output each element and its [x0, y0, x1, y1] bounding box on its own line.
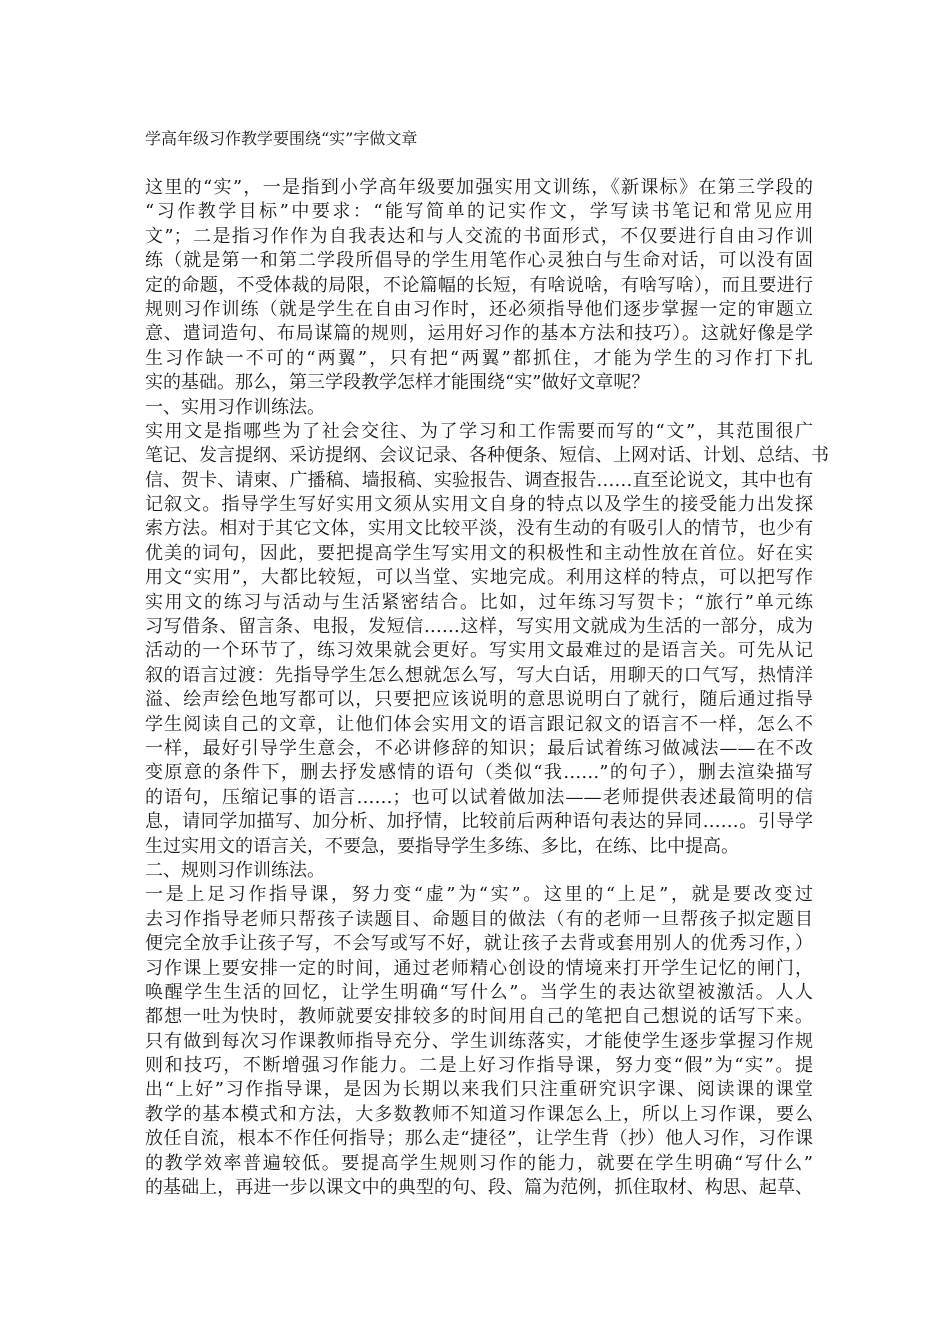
text-line: 规则习作训练（就是学生在自由习作时，还必须指导他们逐步掌握一定的审题立 [145, 298, 813, 320]
text-line: 只有做到每次习作课教师指导充分、学生训练落实，才能使学生逐步掌握习作规 [145, 1030, 813, 1052]
text-line: 生习作缺一不可的“两翼”，只有把“两翼”都抓住，才能为学生的习作打下扎 [145, 347, 813, 369]
text-line: 的基础上，再进一步以课文中的典型的句、段、篇为范例，抓住取材、构思、起草、 [145, 1177, 813, 1199]
text-line: 索方法。相对于其它文体，实用文比较平淡，没有生动的有吸引人的情节，也少有 [145, 518, 813, 540]
text-line: 定的命题，不受体裁的局限，不论篇幅的长短，有啥说啥，有啥写啥），而且要进行 [145, 274, 813, 296]
text-line: 笔记、发言提纲、采访提纲、会议记录、各种便条、短信、上网对话、计划、总结、书 [145, 445, 829, 467]
text-line: 信、贺卡、请柬、广播稿、墙报稿、实验报告、调查报告……直至论说文，其中也有 [145, 469, 813, 491]
text-line: 叙的语言过渡：先指导学生怎么想就怎么写，写大白话，用聊天的口气写，热情洋 [145, 664, 813, 686]
text-line: 意、遣词造句、布局谋篇的规则，运用好习作的基本方法和技巧）。这就好像是学 [145, 323, 813, 345]
text-line: 这里的“实”，一是指到小学高年级要加强实用文训练，《新课标》在第三学段的 [145, 177, 813, 198]
text-line: 实的基础。那么，第三学段教学怎样才能围绕“实”做好文章呢？ [145, 372, 650, 394]
text-line: 都想一吐为快时，教师就要安排较多的时间用自己的笔把自己想说的话写下来。 [145, 1006, 813, 1028]
text-line: 实用文的练习与活动与生活紧密结合。比如，过年练习写贺卡；“旅行”单元练 [145, 591, 813, 613]
text-line: 活动的一个环节了，练习效果就会更好。写实用文最难过的是语言关。可先从记 [145, 640, 813, 662]
text-line: 二、规则习作训练法。 [145, 859, 325, 881]
text-line: 便完全放手让孩子写，不会写或写不好，就让孩子去背或套用别人的优秀习作，） [145, 933, 813, 955]
text-line: 习作课上要安排一定的时间，通过老师精心创设的情境来打开学生记忆的闸门， [145, 957, 813, 979]
text-line: 习写借条、留言条、电报，发短信……这样，写实用文就成为生活的一部分，成为 [145, 616, 813, 638]
text-line: 一、实用习作训练法。 [145, 396, 325, 418]
text-line: 去习作指导老师只帮孩子读题目、命题目的做法（有的老师一旦帮孩子拟定题目 [145, 908, 813, 930]
text-line: 息，请同学加描写、加分析、加抒情，比较前后两种语句表达的异同……。引导学 [145, 811, 813, 833]
document-page [145, 0, 829, 1344]
text-line: “习作教学目标”中要求：“能写简单的记实作文，学写读书笔记和常见应用 [145, 201, 813, 223]
text-line: 出“上好”习作指导课，是因为长期以来我们只注重研究识字课、阅读课的课堂 [145, 1079, 813, 1101]
text-line: 练（就是第一和第二学段所倡导的学生用笔作心灵独白与生命对话，可以没有固 [145, 250, 813, 272]
document-title: 学高年级习作教学要围绕“实”字做文章 [145, 129, 418, 148]
text-line: 溢、绘声绘色地写都可以，只要把应该说明的意思说明白了就行，随后通过指导 [145, 689, 813, 711]
text-line: 的语句，压缩记事的语言……；也可以试着做加法——老师提供表述最简明的信 [145, 786, 813, 808]
text-line: 一样，最好引导学生意会，不必讲修辞的知识；最后试着练习做减法——在不改 [145, 737, 813, 759]
text-line: 教学的基本模式和方法，大多数教师不知道习作课怎么上，所以上习作课，要么 [145, 1103, 813, 1125]
text-line: 实用文是指哪些为了社会交往、为了学习和工作需要而写的“文”，其范围很广 [145, 420, 813, 442]
text-line: 一是上足习作指导课，努力变“虚”为“实”。这里的“上足”，就是要改变过 [145, 884, 813, 906]
text-line: 变原意的条件下，删去抒发感情的语句（类似“我……”的句子），删去渲染描写 [145, 762, 813, 784]
text-line: 优美的词句，因此，要把提高学生写实用文的积极性和主动性放在首位。好在实 [145, 542, 813, 564]
text-line: 放任自流，根本不作任何指导；那么走“捷径”，让学生背（抄）他人习作，习作课 [145, 1128, 813, 1150]
text-line: 文”；二是指习作作为自我表达和与人交流的书面形式，不仅要进行自由习作训 [145, 225, 813, 247]
text-line: 的教学效率普遍较低。要提高学生规则习作的能力，就要在学生明确“写什么” [145, 1152, 813, 1174]
text-line: 学生阅读自己的文章，让他们体会实用文的语言跟记叙文的语言不一样，怎么不 [145, 713, 813, 735]
document-body [145, 176, 829, 1200]
text-line: 则和技巧，不断增强习作能力。二是上好习作指导课，努力变“假”为“实”。提 [145, 1055, 813, 1077]
text-line: 用文“实用”，大都比较短，可以当堂、实地完成。利用这样的特点，可以把写作 [145, 567, 813, 589]
text-line: 唤醒学生生活的回忆，让学生明确“写什么”。当学生的表达欲望被激活。人人 [145, 981, 813, 1003]
text-line: 记叙文。指导学生写好实用文须从实用文自身的特点以及学生的接受能力出发探 [145, 494, 813, 516]
text-line: 生过实用文的语言关，不要急，要指导学生多练、多比，在练、比中提高。 [145, 835, 739, 857]
